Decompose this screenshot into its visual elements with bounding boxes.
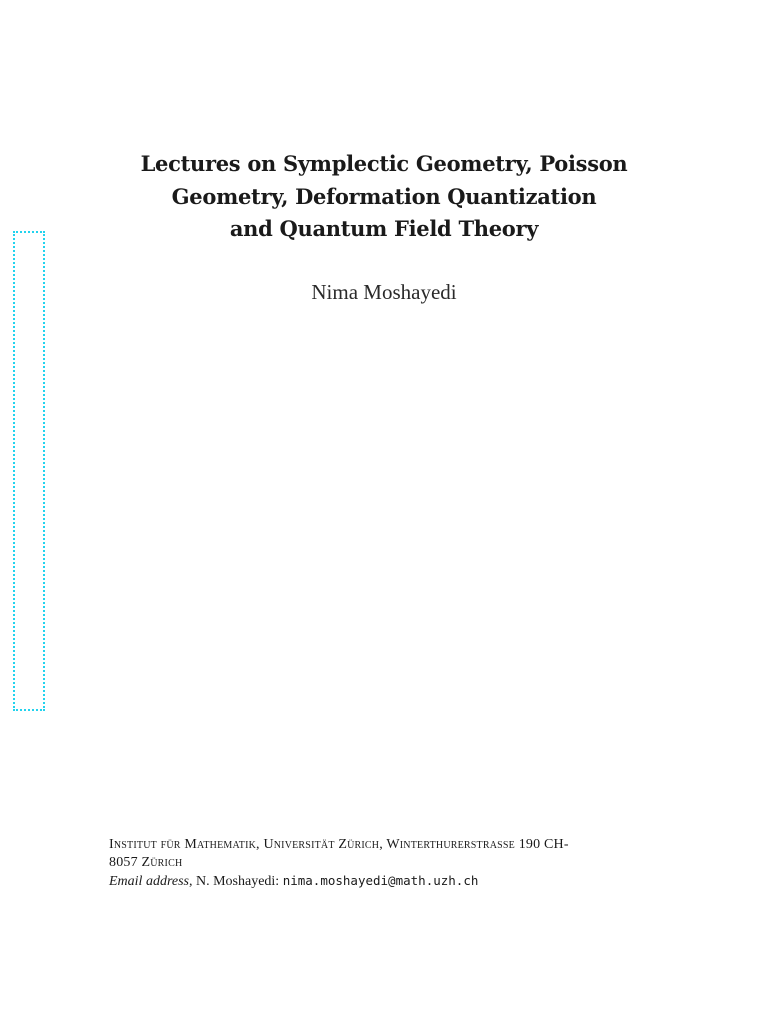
- address-line-1: Institut für Mathematik, Universität Zürich, Winterthurerstrasse 190 CH-: [109, 837, 569, 852]
- author-name: Nima Moshayedi: [311, 280, 457, 304]
- email-label: Email address: [109, 874, 189, 889]
- title-line-3: and Quantum Field Theory: [229, 216, 539, 241]
- title-line-2: Geometry, Deformation Quantization: [171, 183, 597, 209]
- title-line-1: Lectures on Symplectic Geometry, Poisson: [140, 151, 628, 176]
- document-title: [0, 148, 768, 246]
- email-address-link[interactable]: nima.moshayedi@math.uzh.ch: [282, 873, 479, 888]
- address-line-2: 8057 Zürich: [109, 855, 183, 870]
- email-separator: , N. Moshayedi:: [188, 874, 283, 889]
- author-address: [109, 836, 669, 891]
- email-line: [109, 872, 669, 891]
